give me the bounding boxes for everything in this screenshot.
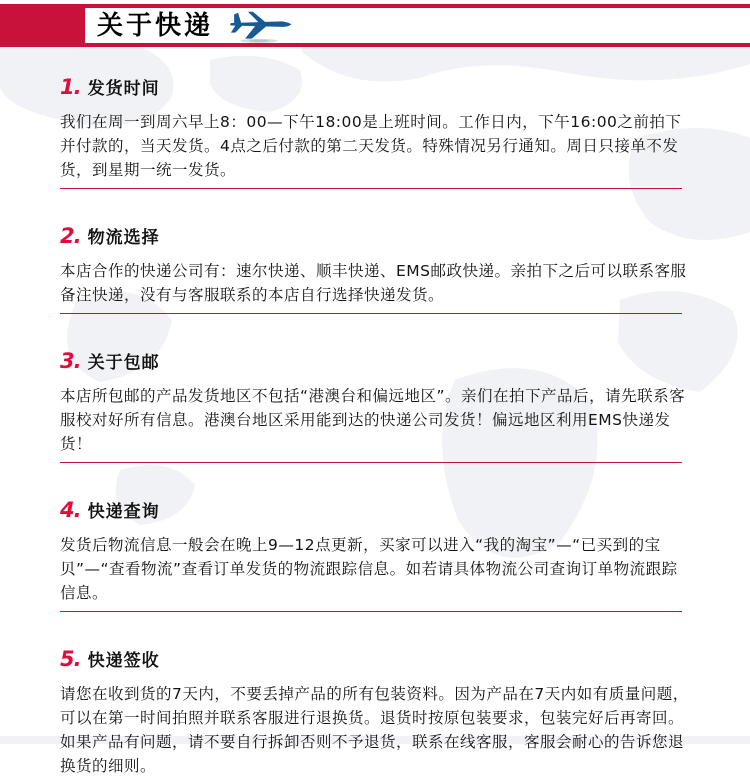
section-title: 快递查询 [87, 502, 160, 522]
section-title: 快递签收 [87, 651, 160, 671]
section-heading [60, 350, 690, 374]
section-title: 物流选择 [87, 228, 160, 248]
section-number: 1. [60, 75, 81, 99]
section-body: 本店合作的快递公司有：速尔快递、顺丰快递、EMS邮政快递。亲拍下之后可以联系客服备注快递，没有与客服联系的本店自行选择快递发货。 [60, 262, 687, 304]
section-body: 请您在收到货的7天内，不要丢掉产品的所有包装资料。因为产品在7天内如有质量问题，可以在第一时间拍照并联系客服进行退换货。退货时按原包装要求，包装完好后再寄回。如果产品有问题，请不要自行拆卸否则不予退货，联系在线客服，客服会耐心的告诉您退换货的细则。 [60, 685, 689, 775]
page-header [0, 0, 750, 47]
banner-title-box [85, 8, 750, 43]
section-divider [60, 611, 682, 612]
delivery-info-content [0, 47, 750, 778]
section-body: 本店所包邮的产品发货地区不包括“港澳台和偏远地区”。亲们在拍下产品后，请先联系客服校对好所有信息。港澳台地区采用能到达的快递公司发货！偏远地区利用EMS快递发货！ [60, 387, 686, 453]
section-divider [60, 462, 682, 463]
section-number: 3. [60, 349, 81, 373]
section-divider [60, 313, 682, 314]
section-heading [60, 499, 690, 523]
section-free-shipping [60, 350, 690, 463]
page-title: 关于快递 [97, 10, 214, 41]
section-body: 发货后物流信息一般会在晚上9—12点更新，买家可以进入“我的淘宝”—“已买到的宝贝”—“查看物流”查看订单发货的物流跟踪信息。如若请具体物流公司查询订单物流跟踪信息。 [60, 536, 678, 602]
section-tracking-query [60, 499, 690, 612]
section-shipping-time [60, 76, 690, 189]
section-number: 5. [60, 647, 81, 671]
section-logistics-choice [60, 225, 690, 314]
section-title: 关于包邮 [87, 353, 160, 373]
section-heading [60, 76, 690, 100]
section-number: 4. [60, 498, 81, 522]
section-divider [60, 188, 682, 189]
section-package-receipt [60, 648, 690, 778]
section-heading [60, 225, 690, 249]
airplane-icon [227, 8, 293, 44]
section-body: 我们在周一到周六早上8：00—下午18:00是上班时间。工作日内，下午16:00之前拍下并付款的，当天发货。4点之后付款的第二天发货。特殊情况另行通知。周日只接单不发货，到星期一统一发货。 [60, 113, 682, 179]
section-title: 发货时间 [87, 79, 160, 99]
section-heading [60, 648, 690, 672]
section-number: 2. [60, 224, 81, 248]
